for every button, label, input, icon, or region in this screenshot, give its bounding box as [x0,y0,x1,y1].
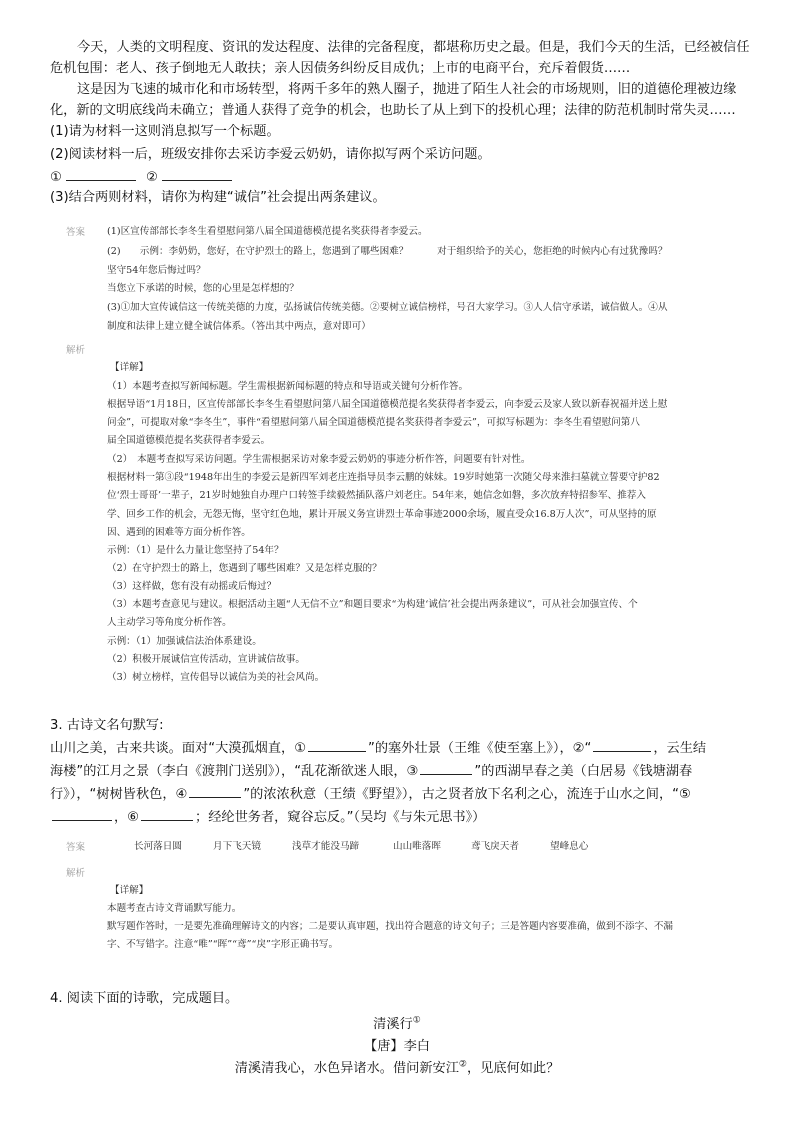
analysis-heading: 【详解】 [110,362,149,373]
analysis-line: （1）本题考查拟写新闻标题。学生需根据新闻标题的特点和导语或关键句分析作答。 [107,381,469,392]
answer-line: 制度和法律上建立健全诚信体系。（答出其中两点，意对即可） [107,321,371,332]
analysis-line: 字、不写错字。注意“唯”“晖”“鸢”“戾”字形正确书写。 [107,939,339,950]
answer-label: 答案 [66,227,86,238]
analysis-line: 默写题作答时，一是要先准确理解诗文的内容；二是要认真审题，找出符合题意的诗文句子；三是答题内容要准确，做到不添字、不漏 [107,921,674,932]
material-paragraph-2: 这是因为飞速的城市化和市场转型，将两千多年的熟人圈子，抛进了陌生人社会的市场规则，旧的道德伦理被边缘化，新的文明底线尚未确立；普通人获得了竞争的机会，也助长了从上到下的投机心理；法律的防范机制时常失灵…… [50,82,737,118]
question-4-title: 4. 阅读下面的诗歌，完成题目。 [50,991,239,1006]
question-3-title: 3. 古诗文名句默写: [50,718,164,733]
answer-blank-2[interactable] [162,166,232,181]
question-3-line-4: ，⑥ ；经纶世务者，窥谷忘反。”（吴均《与朱元思书》） [50,806,750,828]
analysis-line: （3）树立榜样，宣传倡导以诚信为美的社会风尚。 [107,672,325,683]
answer-item: 鸢飞戾天者 [471,841,519,852]
answer-blank-3[interactable] [420,760,472,775]
answer-blank-1[interactable] [66,166,136,181]
poem-author: 【唐】李白 [364,1039,430,1054]
answer-line: (2) 示例：李奶奶，您好，在守护烈士的路上，您遇到了哪些困难？ 对于组织给予的关心，您拒绝的时候内心有过犹豫吗？ [107,246,668,257]
footnote-marker: ① [412,1015,421,1026]
answer-blank-5[interactable] [52,806,112,821]
answer-blank-1[interactable] [308,737,366,752]
question-3-line-3: 行》），“树树皆秋色，④ ”的浓浓秋意（王绩《野望》），古之贤者放下名利之心，流连于山水之间，“⑤ [50,783,750,805]
analysis-line: 位‘烈士哥哥’一辈子，21岁时她独自办理户口转签手续毅然插队落户刘老庄。54年来，她信念如磐，多次放弃特招参军、推荐入 [107,490,646,501]
question-3-line-1: 山川之美，古来共谈。面对“大漠孤烟直，① ”的塞外壮景（王维《使至塞上》），②“ ，云生结 [50,737,750,759]
answer-item: 山山唯落晖 [393,841,441,852]
answer-blank-4[interactable] [189,783,241,798]
sub-question-3: (3)结合两则材料，请你为构建“诚信”社会提出两条建议。 [50,190,386,205]
analysis-line: 根据导语“1月18日，区宣传部部长李冬生看望慰问第八届全国道德模范提名奖获得者李爱云，向李爱云及家人致以新春祝福并送上慰 [107,399,668,410]
analysis-line: 问金”，可提取对象“李冬生”，事件“看望慰问第八届全国道德模范提名奖获得者李爱云”，可拟写标题为：李冬生看望慰问第八 [107,417,640,428]
blank-marker-2: ② [146,170,158,185]
poem-line-1: 清溪清我心，水色异诸水。借问新安江②，见底何如此？ [234,1059,560,1076]
footnote-marker: ② [458,1059,467,1070]
analysis-line: （3）本题考查意见与建议。根据活动主题“人无信不立”和题目要求“为构建‘诚信’社会提出两条建议”，可从社会加强宣传、个 [107,599,638,610]
answer-item: 浅草才能没马蹄 [292,841,360,852]
analysis-line: 届全国道德模范提名奖获得者李爱云。 [107,435,271,446]
analysis-line: 示例：（1）加强诚信法治体系建设。 [107,636,262,647]
analysis-line: 学、回乡工作的机会，无怨无悔，坚守红色地，累计开展义务宣讲烈士革命事迹2000余场，履直受众16.8万人次”，可从坚持的原 [107,509,657,520]
answer-label: 答案 [66,842,86,853]
analysis-line: 因、遇到的困难等方面分析作答。 [107,527,251,538]
answer-line: 坚守54年您后悔过吗？ [107,265,206,276]
analysis-line: 人主动学习等角度分析作答。 [107,617,232,628]
answer-item: 月下飞天镜 [213,841,261,852]
answer-line: (1)区宣传部部长李冬生看望慰问第八届全国道德模范提名奖获得者李爱云。 [107,226,428,237]
sub-question-2-blanks [50,166,750,188]
analysis-line: （3）这样做，您有没有动摇或后悔过？ [107,581,277,592]
answer-line: 当您立下承诺的时候，您的心里是怎样想的？ [107,283,299,294]
answer-line: (3)①加大宣传诚信这一传统美德的力度，弘扬诚信传统美德。②要树立诚信榜样，号召大家学习。③人人信守承诺，诚信做人。④从 [107,302,668,313]
answer-blank-6[interactable] [141,806,193,821]
analysis-heading: 【详解】 [110,885,149,896]
answer-blank-2[interactable] [593,737,651,752]
answer-item: 望峰息心 [550,841,589,852]
question-3-line-2: 海楼”的江月之景（李白《渡荆门送别》），“乱花渐欲迷人眼，③ ”的西湖早春之美（白居易《钱塘湖春 [50,760,750,782]
sub-question-1: (1)请为材料一这则消息拟写一个标题。 [50,124,280,139]
answer-item: 长河落日圆 [134,841,182,852]
poem-title: 清溪行① [373,1015,421,1032]
analysis-label: 解析 [66,345,86,356]
material-paragraph-1: 今天，人类的文明程度、资讯的发达程度、法律的完备程度，都堪称历史之最。但是，我们今天的生活，已经被信任危机包围：老人、孩子倒地无人敢扶；亲人因债务纠纷反目成仇；上市的电商平台，充斥着假货…… [50,40,750,76]
sub-question-2: (2)阅读材料一后，班级安排你去采访李爱云奶奶，请你拟写两个采访问题。 [50,147,491,162]
analysis-line: （2） 本题考查拟写采访问题。学生需根据采访对象李爱云奶奶的事迹分析作答，问题要有针对性。 [107,454,531,465]
analysis-line: 本题考查古诗文背诵默写能力。 [107,903,242,914]
analysis-label: 解析 [66,868,86,879]
analysis-line: 示例：（1）是什么力量让您坚持了54年？ [107,545,284,556]
analysis-line: 根据材料一第③段“1948年出生的李爱云是新四军刘老庄连指导员李云鹏的妹妹。19岁时她第一次随父母来淮扫墓就立誓要守护82 [107,472,660,483]
analysis-line: （2）在守护烈士的路上，您遇到了哪些困难？又是怎样克服的？ [107,563,382,574]
blank-marker-1: ① [50,170,62,185]
analysis-line: （2）积极开展诚信宣传活动，宣讲诚信故事。 [107,654,305,665]
